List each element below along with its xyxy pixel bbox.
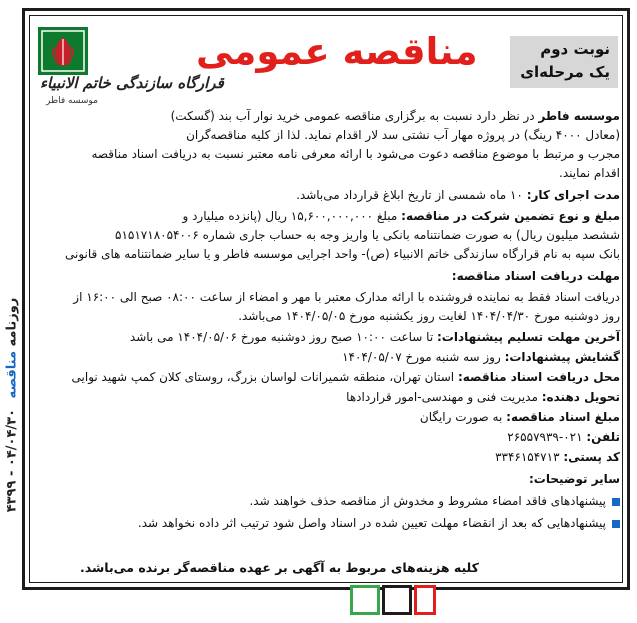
submission-value: تا ساعت ۱۰:۰۰ صبح روز دوشنبه مورخ ۱۴۰۴/۰۵/۰۶ می باشد [129,330,437,344]
guarantee-line-1 [182,207,620,225]
postal-value: ۳۳۴۶۱۵۴۷۱۳ [495,450,564,464]
guarantee-line-2: ششصد میلیون ریال) به صورت ضمانتنامه بانکی یا واریز وجه به حساب جاری شماره ۵۱۵۱۷۱۸۰۵۴۰۰۶ [115,228,620,242]
green-square-icon [350,585,380,615]
stage-label: یک مرحله‌ای [520,63,610,81]
phone-line [507,428,620,446]
note-item-text: پیشنهادهایی که بعد از انقضاء مهلت تعیین شده در اسناد واصل شود ترتیب اثر داده نخواهد شد. [137,516,606,530]
black-square-icon [382,585,412,615]
guarantee-label: مبلغ و نوع تضمین شرکت در مناقصه: [401,209,620,223]
duration-line [296,186,620,204]
intro-line-4: اقدام نمایند. [559,166,620,180]
round-label: نوبت دوم [540,40,610,58]
phone-value: ۰۲۱-۲۶۵۵۷۹۳۹ [507,430,587,444]
page-title: مناقصه عمومی [196,30,478,73]
red-square-icon [414,585,436,615]
side-strip-text [5,298,20,513]
duration-label: مدت اجرای کار: [526,188,620,202]
postal-line [495,448,620,466]
location-line [72,368,620,386]
opening-label: گشایش پیشنهادات: [504,350,620,364]
note-item-text: پیشنهادهای فاقد امضاء مشروط و مخدوش از مناقصه حذف خواهند شد. [249,494,606,508]
decorative-squares [350,583,434,613]
note-item [249,492,620,510]
fee-value: به صورت رایگان [419,410,507,424]
side-strip [2,255,22,555]
guarantee-line-3: بانک سپه به نام قرارگاه سازندگی خاتم الانبیاء (ص)- واحد اجرایی موسسه فاطر و یا سایر ضمانتنامه های قانونی [65,247,620,261]
bullet-icon [612,520,620,528]
postal-label: کد پستی: [563,450,620,464]
guarantee-value: مبلغ ۱۵,۶۰۰,۰۰۰,۰۰۰ ریال (پانزده میلیارد و [182,209,402,223]
opening-line [342,348,620,366]
delivery-label: تحویل دهنده: [541,390,620,404]
opening-value: روز سه شنبه مورخ ۱۴۰۴/۰۵/۰۷ [342,350,505,364]
intro-line-3: مجرب و مرتبط با موضوع مناقصه دعوت می‌شود با ارائه معرفی نامه معتبر نسبت به دریافت اسناد مناقصه [91,147,620,161]
location-value: استان تهران، منطقه شمیرانات لواسان بزرگ، روستای کلان کمپ شهید نوایی [71,370,458,384]
emblem-logo [34,25,92,77]
delivery-line [346,388,620,406]
submission-label: آخرین مهلت تسلیم پیشنهادات: [436,330,620,344]
note-item [138,514,620,532]
footer-note: کلیه هزینه‌های مربوط به آگهی بر عهده مناقصه‌گر برنده می‌باشد. [80,560,479,575]
delivery-value: مدیریت فنی و مهندسی-امور قراردادها [346,390,542,404]
phone-label: تلفن: [586,430,620,444]
docs-deadline-line-1: دریافت اسناد فقط به نماینده فروشنده با ارائه مدارک معتبر با مهر و امضاء از ساعت ۰۸:۰۰ صبح الی ۱۶:۰۰ از [73,290,620,304]
intro-text-1: در نظر دارد نسبت به برگزاری مناقصه عمومی خرید نوار آب بند (گسکت) [170,109,539,123]
fee-label: مبلغ اسناد مناقصه: [506,410,620,424]
submission-line [130,328,620,346]
location-label: محل دریافت اسناد مناقصه: [457,370,620,384]
issue-number: ۰۴/۰۴/۳۰ - ۴۳۹۹ [4,408,20,513]
emblem-icon [34,25,92,77]
newspaper-brand: مناقصه [4,350,20,399]
round-badge [510,36,618,88]
docs-deadline-label: مهلت دریافت اسناد مناقصه: [451,269,620,283]
intro-line-2: (معادل ۴۰۰۰ رینگ) در پروژه مهار آب نشتی سد لار اقدام نماید. لذا از کلیه مناقصه‌گران [186,128,620,142]
intro-line-1 [171,107,620,125]
duration-value: ۱۰ ماه شمسی از تاریخ ابلاغ قرارداد می‌باشد. [296,188,527,202]
bullet-icon [612,498,620,506]
docs-deadline-line-2: روز دوشنبه مورخ ۱۴۰۴/۰۴/۳۰ لغایت روز یکشنبه مورخ ۱۴۰۴/۰۵/۰۵ می‌باشد. [238,309,620,323]
company-signature: قرارگاه سازندگی خاتم الانبیاء [40,74,224,92]
fee-line [420,408,620,426]
company-name-small: موسسه فاطر [46,96,98,106]
newspaper-label: روزنامه [4,297,20,347]
intro-lead: موسسه فاطر [538,109,620,123]
notes-label: سایر توضیحات: [529,472,620,486]
